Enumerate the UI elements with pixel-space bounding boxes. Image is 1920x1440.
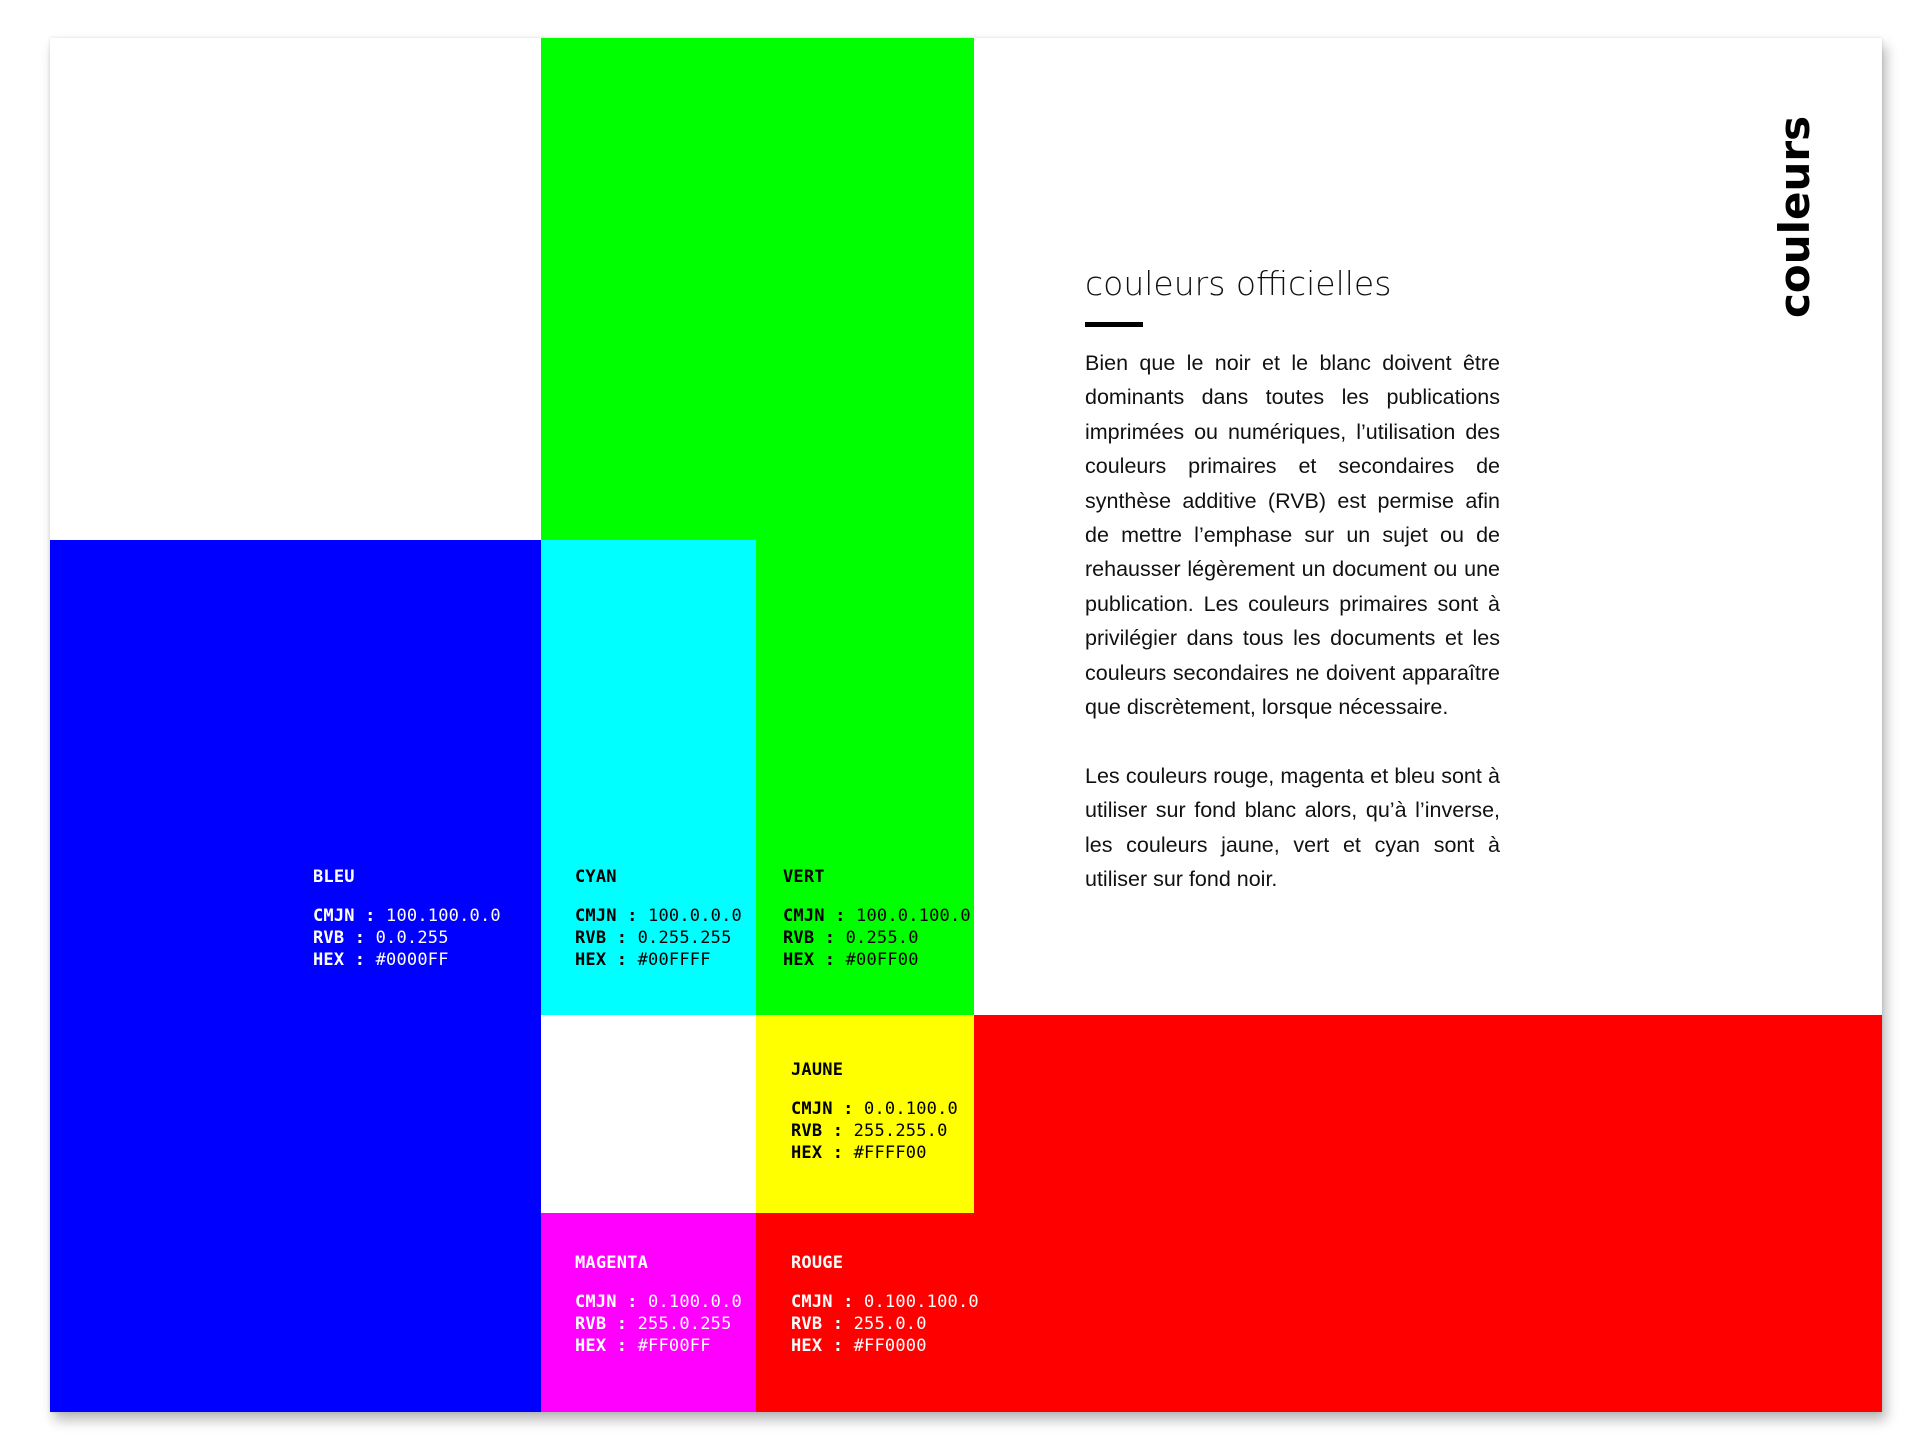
rvb-value: 255.0.0 [853, 1314, 927, 1334]
swatch-label-jaune [791, 1059, 958, 1164]
rvb-value: 0.0.255 [375, 928, 449, 948]
cmjn-key: CMJN : [575, 906, 638, 926]
swatch-label-vert [783, 866, 971, 971]
hex-value: #FF00FF [637, 1336, 711, 1356]
vertical-page-heading: couleurs [1770, 115, 1819, 318]
swatch-name: BLEU [313, 867, 355, 887]
swatch-label-cyan [575, 866, 742, 971]
hex-key: HEX : [791, 1143, 844, 1163]
rvb-value: 0.255.0 [845, 928, 919, 948]
title-underline [1085, 322, 1143, 327]
paragraph-backgrounds: Les couleurs rouge, magenta et bleu sont à utiliser sur fond blanc alors, qu’à l’inverse, les couleurs jaune, vert et cyan sont à utiliser sur fond noir. [1085, 763, 1500, 892]
swatch-name: ROUGE [791, 1253, 844, 1273]
rvb-key: RVB : [313, 928, 366, 948]
swatch-label-bleu [313, 866, 501, 971]
cmjn-key: CMJN : [791, 1292, 854, 1312]
hex-value: #0000FF [375, 950, 449, 970]
hex-value: #00FF00 [845, 950, 919, 970]
cmjn-value: 0.100.100.0 [864, 1292, 979, 1312]
swatch-name: MAGENTA [575, 1253, 649, 1273]
section-title: couleurs officielles [1085, 264, 1392, 303]
rvb-key: RVB : [791, 1314, 844, 1334]
brand-guide-page [50, 38, 1882, 1412]
cmjn-value: 0.100.0.0 [648, 1292, 742, 1312]
rvb-value: 255.0.255 [637, 1314, 732, 1334]
rvb-key: RVB : [575, 1314, 628, 1334]
cmjn-value: 100.0.100.0 [856, 906, 971, 926]
swatch-name: VERT [783, 867, 825, 887]
rvb-value: 255.255.0 [853, 1121, 948, 1141]
swatch-name: JAUNE [791, 1060, 844, 1080]
blue-block [50, 540, 541, 1412]
cmjn-value: 100.100.0.0 [386, 906, 501, 926]
white-gap-block [541, 1015, 756, 1213]
body-text [1085, 346, 1500, 896]
cmjn-key: CMJN : [575, 1292, 638, 1312]
hex-key: HEX : [783, 950, 836, 970]
hex-key: HEX : [575, 1336, 628, 1356]
rvb-key: RVB : [783, 928, 836, 948]
cmjn-value: 0.0.100.0 [864, 1099, 958, 1119]
rvb-key: RVB : [575, 928, 628, 948]
red-block [974, 1015, 1882, 1412]
hex-key: HEX : [313, 950, 366, 970]
cmjn-key: CMJN : [783, 906, 846, 926]
cmjn-key: CMJN : [791, 1099, 854, 1119]
hex-value: #00FFFF [637, 950, 711, 970]
hex-value: #FF0000 [853, 1336, 927, 1356]
hex-key: HEX : [575, 950, 628, 970]
swatch-name: CYAN [575, 867, 617, 887]
cmjn-key: CMJN : [313, 906, 376, 926]
hex-key: HEX : [791, 1336, 844, 1356]
rvb-value: 0.255.255 [637, 928, 732, 948]
swatch-label-rouge [791, 1252, 979, 1357]
hex-value: #FFFF00 [853, 1143, 927, 1163]
swatch-label-magenta [575, 1252, 742, 1357]
paragraph-usage: Bien que le noir et le blanc doivent être dominants dans toutes les publications imprimées ou numériques, l’utilisation des couleurs primaires et secondaires de synthèse additive (RVB) est permise afin de mettre l’emphase sur un sujet ou de rehausser légèrement un document ou une publication. Les couleurs primaires sont à privilégier dans tous les documents et les couleurs secondaires ne doivent apparaître que discrètement, lorsque nécessaire. [1085, 351, 1500, 720]
cmjn-value: 100.0.0.0 [648, 906, 742, 926]
rvb-key: RVB : [791, 1121, 844, 1141]
